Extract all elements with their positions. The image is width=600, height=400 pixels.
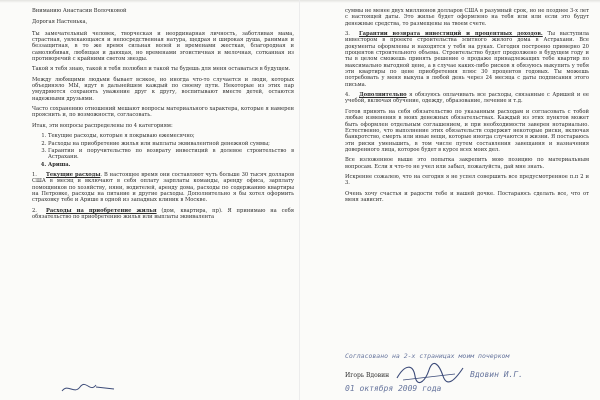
- handwritten-note-line-3: 01 октября 2009 года: [345, 384, 442, 393]
- section-text: я обязуюсь оплачивать все расходы, связанные с Аришей и ее учебой, включая обучение, одежду, образование, лечение и т.д.: [345, 92, 589, 105]
- page-top-shadow: [0, 0, 600, 3]
- section-title: Расходы на приобретение жилья: [46, 207, 157, 214]
- section-text: (дом, квартира, пр). Я принимаю на себя обязательство по приобретению жилья или выплаты эквивалента: [32, 207, 295, 220]
- right-paragraph-5: Очень хочу счастья и радости тебе и нашей дочке. Постараюсь сделать все, что от меня зависит.: [345, 190, 589, 203]
- addressee: Вниманию Анастасии Волочковой: [32, 8, 127, 14]
- paragraph-3: Между любящими людьми бывает всякое, но иногда что-то случается и люди, которых объединяло МЫ, идут в дальнейшем каждый по своему пути. Некоторые из этих пар умудряются сохранять уважение друг к другу, воспитывают вместе детей, остаются надежными друзьями.: [32, 76, 294, 102]
- salutation: Дорогая Настенька,: [32, 19, 88, 26]
- right-paragraph-3: Все изложенное выше это попытка закрепить мою позицию по материальным вопросам. Если я что-то не учел или забыл, пожалуйста, дай мне знать.: [345, 157, 589, 170]
- left-column: [32, 8, 294, 224]
- handwritten-note-line-2: Вдовин И.Г.: [470, 370, 523, 379]
- paragraph-2: Такой я тебя знаю, такой я тебя полюбил и такой ты будешь для меня оставаться в будущем.: [32, 66, 291, 73]
- signature-name: Игорь Вдовин: [345, 372, 390, 379]
- section-1: [32, 172, 294, 204]
- category-list: [32, 133, 294, 168]
- paragraph-5: Итак, эти вопросы распределены по 4 категориям:: [32, 122, 173, 129]
- section-title: Дополнительно: [359, 92, 407, 99]
- section-2: [32, 208, 294, 221]
- section-text: Ты выступила инвестором в проекте строительства элитного жилого дома в Астрахани. Все документы оформлены и находятся у тебя на руках. Сегодня построено примерно 20 процентов строительного объема. Строительство будет продолжено в будущем году и ты в целом сможешь принять решение о продаже принадлежащих тебе квартир по максимально выгодной цене, а в случае каких-либо рисков я обязуюсь выкупить у тебя эти квартиры по цене приобретения плюс 30 процентов годовых. Ты можешь потребовать у меня выкупа в любой день через 24 месяца с даты подписания этого письма.: [345, 31, 589, 88]
- signature-scribble: [395, 362, 465, 384]
- section-title: Гарантии возврата инвестиций и процентных доходов.: [359, 31, 543, 38]
- right-paragraph-2: Готов принять на себя обязательство по указанным расходам и согласовать с тобой любые изменения в моих денежных обязательствах. Каждый из этих пунктов может быть оформлен отдельным соглашением, и при необходимости заверен нотариально. Естественно, что выполнение этих обязательств содержит некоторые риски, включая банкротство, смерть или иные вещи, которые иногда случаются в жизни. Я постараюсь эти риски уменьшить, в том числе путем составления завещания и назначения доверенного лица, которое будет в курсе всех моих дел.: [345, 108, 589, 153]
- paragraph-4: Часто сохранению отношений мешают вопросы материального характера, которые я намерен прояснить и, по возможности, согласовать.: [32, 106, 294, 119]
- section-number: 2.: [32, 207, 37, 214]
- category-item: 1. Текущие расходы, которые я покрываю ежемесячно;: [48, 133, 294, 139]
- section-number: 3.: [345, 31, 350, 38]
- category-item: 4. Ариша.: [48, 162, 294, 168]
- right-column: [345, 8, 589, 207]
- right-paragraph-1: суммы не менее двух миллионов долларов США в разумный срок, но не позднее 3-х лет с настоящей даты. Это жилье будет оформлено на тебя или или если это будут денежные средства, то размещены на твоем счете.: [345, 8, 589, 27]
- handwritten-note-line-1: Согласовано на 2-х страницах моим почерком: [345, 352, 510, 360]
- section-number: 1.: [32, 171, 37, 178]
- category-item: 2. Расходы на приобретение жилья или выплаты эквивалентной денежной суммы;: [48, 141, 294, 147]
- section-4: [345, 92, 589, 105]
- center-fold: [299, 0, 300, 400]
- paragraph-1: Ты замечательный человек, творческая и неординарная личность, заботливая мама, страстная, увлекающаяся и непосредственная натура, щедрая и широкая душа, ранимая и беззащитная, в то же время сильная волей и временами жесткая, благородная и самолюбивая, любящая и дающая, но временами эгоистичная и мелочная, сотканная из противоречий с крайними светом звезды.: [32, 30, 294, 63]
- right-paragraph-4: Искренне сожалею, что на сегодня я не успел совершить все предусмотренное п.п 2 и 3.: [345, 173, 589, 187]
- section-text: . В настоящее время они составляют чуть больше 30 тысяч долларов США в месяц и включают в себя оплату зарплаты команды, аренду офиса, зарплату помощников по хозяйству, няни, водителей, аренду дома, расходы по содержанию квартиры на Петровке, расходы на питание и другие расходы. Дополнительно я бы хотел оформить страховку тебе и Арише в одной из западных клиник в Москве.: [32, 171, 294, 204]
- section-title: Текущие расходы: [46, 171, 101, 178]
- category-item: 3. Гарантии и поручительство по возврату инвестиций в долевое строительство в Астрахани.: [48, 148, 294, 161]
- section-number: 4.: [345, 92, 350, 99]
- section-3: [345, 31, 589, 88]
- initials-scribble: [60, 381, 120, 397]
